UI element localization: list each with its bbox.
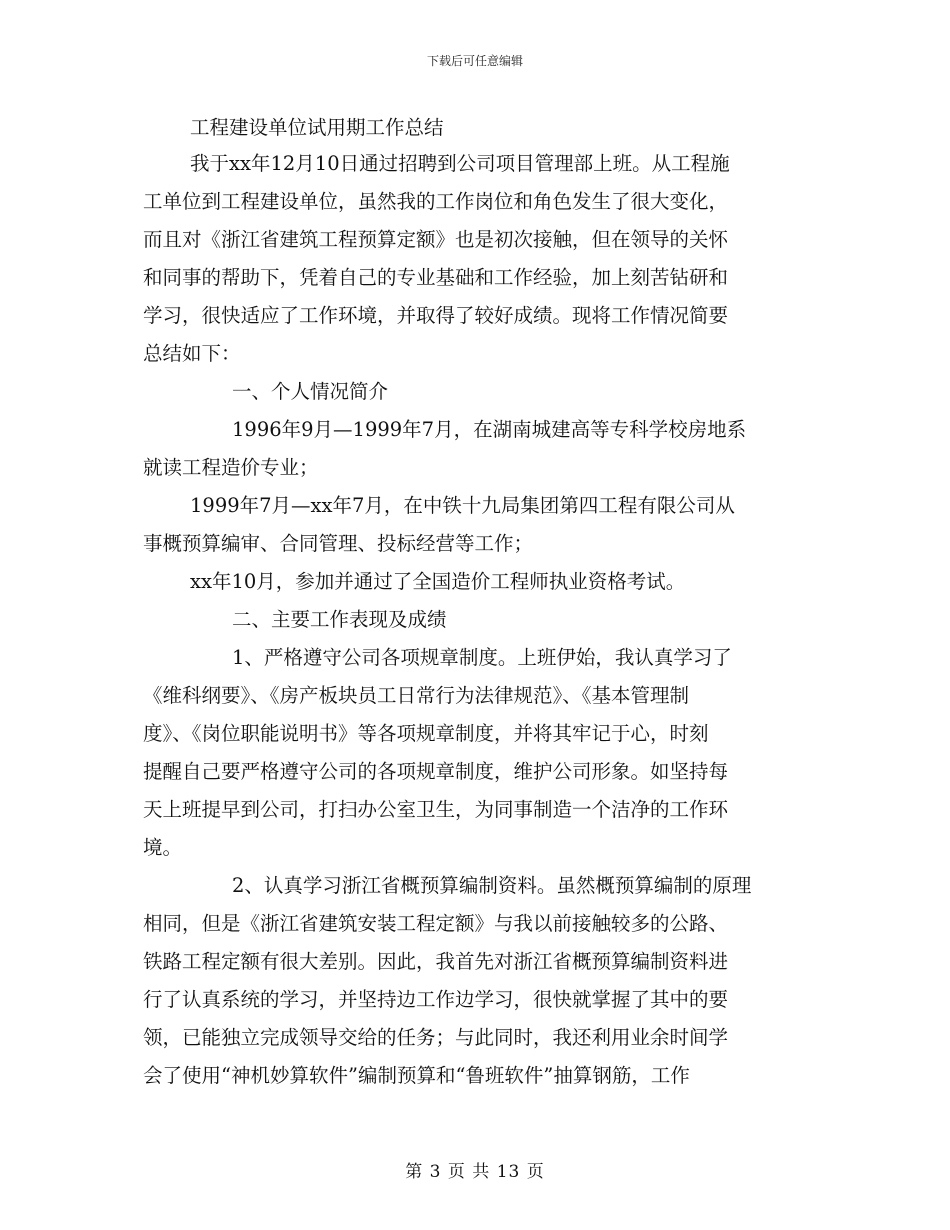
text-line: 工单位到工程建设单位，虽然我的工作岗位和角色发生了很大变化， [143, 190, 729, 213]
text-line: 1、严格遵守公司各项规章制度。上班伊始，我认真学习了 [232, 646, 732, 669]
text-line: 1999年7月—xx年7月，在中铁十九局集团第四工程有限公司从 [190, 494, 735, 517]
text-line: 铁路工程定额有很大差别。因此，我首先对浙江省概预算编制资料进 [143, 950, 729, 973]
text-line: 度》、《岗位职能说明书》等各项规章制度，并将其牢记于心，时刻 [143, 722, 709, 745]
text-line: 《维科纲要》、《房产板块员工日常行为法律规范》、《基本管理制 [143, 684, 690, 707]
text-line: 我于xx年12月10日通过招聘到公司项目管理部上班。从工程施 [190, 152, 730, 175]
text-line: 领，已能独立完成领导交给的任务；与此同时，我还利用业余时间学 [143, 1026, 729, 1049]
text-line: 总结如下： [143, 342, 241, 365]
document-title: 工程建设单位试用期工作总结 [190, 116, 444, 139]
text-line: 和同事的帮助下，凭着自己的专业基础和工作经验，加上刻苦钻研和 [143, 266, 729, 289]
text-line: 学习，很快适应了工作环境，并取得了较好成绩。现将工作情况简要 [143, 304, 729, 327]
text-line: 1996年9月—1999年7月，在湖南城建高等专科学校房地系 [232, 418, 747, 441]
page-number: 第 3 页 共 13 页 [405, 1162, 545, 1182]
text-line: 而且对《浙江省建筑工程预算定额》也是初次接触，但在领导的关怀 [143, 228, 729, 251]
text-line: 天上班提早到公司，打扫办公室卫生，为同事制造一个洁净的工作环 [143, 798, 729, 821]
text-line: 事概预算编审、合同管理、投标经营等工作； [143, 532, 534, 555]
text-line: 2、认真学习浙江省概预算编制资料。虽然概预算编制的原理 [232, 874, 752, 897]
section-heading: 一、个人情况简介 [232, 380, 389, 403]
text-line: 境。 [143, 836, 183, 859]
text-line: 就读工程造价专业； [143, 456, 319, 479]
page-header: 下载后可任意编辑 [426, 54, 523, 68]
text-line: 相同，但是《浙江省建筑安装工程定额》与我以前接触较多的公路、 [143, 912, 729, 935]
text-line: 行了认真系统的学习，并坚持边工作边学习，很快就掌握了其中的要 [143, 988, 729, 1011]
section-heading: 二、主要工作表现及成绩 [232, 608, 447, 631]
text-line: 会了使用“神机妙算软件”编制预算和“鲁班软件”抽算钢筋，工作 [143, 1064, 690, 1087]
text-line: xx年10月，参加并通过了全国造价工程师执业资格考试。 [190, 570, 686, 593]
text-line: 提醒自己要严格遵守公司的各项规章制度，维护公司形象。如坚持每 [143, 760, 729, 783]
